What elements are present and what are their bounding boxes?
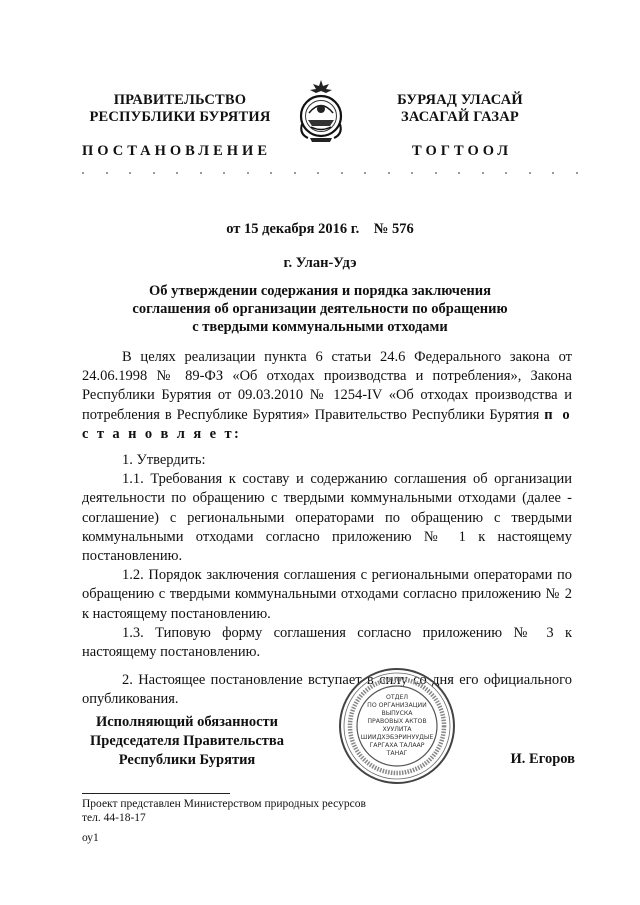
title-line-2: соглашения об организации деятельности по обращению [132, 301, 508, 317]
date-number: от 15 декабря 2016 г. № 576 [226, 221, 414, 237]
footer-notes [82, 797, 366, 845]
document-body [82, 348, 572, 710]
signature-title-line3: Республики Бурятия [118, 752, 256, 768]
title-line-3: с твердыми коммунальными отходами [192, 319, 448, 335]
header-right [360, 92, 560, 126]
signature-block [82, 713, 292, 770]
signatory-name: И. Егоров [510, 751, 575, 767]
header-right-line1: БУРЯАД УЛАСАЙ [397, 92, 523, 108]
preamble-text: В целях реализации пункта 6 статьи 24.6 Федерального закона от 24.06.1998 № 89-ФЗ «Об отходах производства и потребления», Закона Республики Бурятия от 09.03.2010 № 1254-IV «Об отходах производства и потребления в Республике Бурятия» Правительство Республики Бурятия [82, 349, 572, 423]
stamp-line-6: ШИИДХЭБЭРИНУУДЫЕ [360, 734, 434, 741]
stamp-line-4: ПРАВОВЫХ АКТОВ [367, 718, 427, 725]
signature-title-line2: Председателя Правительства [90, 733, 284, 749]
stamp-line-2: ПО ОРГАНИЗАЦИИ [367, 702, 427, 709]
coat-of-arms-emblem [296, 78, 346, 144]
footer-rule [82, 793, 230, 794]
official-stamp [337, 666, 457, 786]
header-left-line2: РЕСПУБЛИКИ БУРЯТИЯ [89, 109, 271, 125]
footer-code: оу1 [82, 832, 99, 844]
city: г. Улан-Удэ [283, 255, 357, 271]
item-1-3: 1.3. Типовую форму соглашения согласно приложению № 3 к настоящему постановлению. [82, 624, 572, 661]
item-2: 2. Настоящее постановление вступает в силу со дня его официального опубликования. [82, 672, 572, 708]
title-line-1: Об утверждении содержания и порядка заключения [149, 283, 491, 299]
document-title [0, 282, 640, 336]
preamble-paragraph [82, 348, 572, 444]
item-1-2: 1.2. Порядок заключения соглашения с региональными операторами по обращению с твердыми коммунальными отходами согласно приложению № 2 к настоящему постановлению. [82, 567, 572, 622]
footer-line1: Проект представлен Министерством природных ресурсов [82, 798, 366, 810]
stamp-line-7: ГАРГАХА ТАЛААР [369, 742, 425, 749]
stamp-line-8: ТАНАГ [386, 750, 408, 757]
signature-title-line1: Исполняющий обязанности [95, 714, 279, 730]
stamp-line-3: ВЫПУСКА [381, 710, 413, 717]
stamp-line-1: ОТДЕЛ [385, 694, 409, 701]
doc-type-ru: ПОСТАНОВЛЕНИЕ [82, 143, 272, 159]
header-dotted-separator [82, 172, 578, 176]
item-1: 1. Утвердить: [122, 452, 206, 469]
footer-line2: тел. 44-18-17 [82, 812, 146, 824]
resolves-word: п о с т а н о в л я е т: [82, 406, 572, 442]
header-right-line2: ЗАСАГАЙ ГАЗАР [401, 109, 519, 125]
header-left [80, 92, 280, 126]
header-left-line1: ПРАВИТЕЛЬСТВО [113, 92, 247, 108]
stamp-line-5: ХУУЛИТА [382, 726, 412, 733]
doc-type-bur: ТОГТООЛ [412, 143, 513, 159]
item-1-1: 1.1. Требования к составу и содержанию соглашения об организации деятельности по обращению с твердыми коммунальными отходами (далее - соглашение) с региональными операторами по обращению с твердыми коммунальными отходами согласно приложению № 1 к настоящему постановлению. [82, 471, 572, 565]
